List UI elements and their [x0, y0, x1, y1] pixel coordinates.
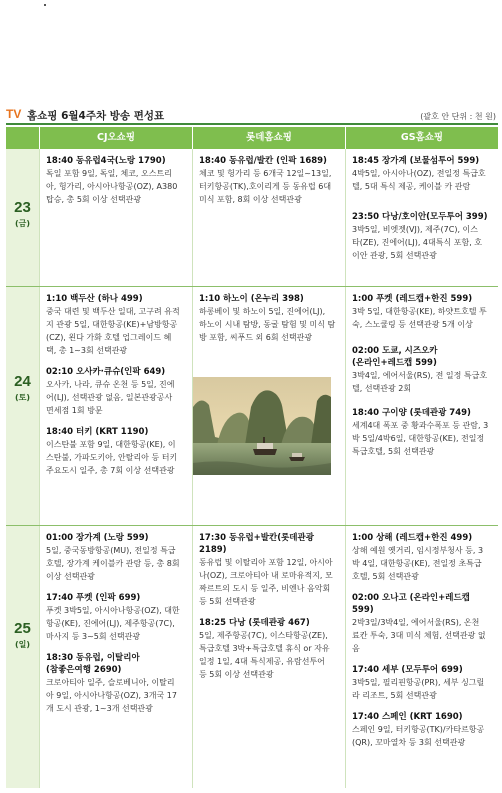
program-entry[interactable]: [46, 426, 188, 477]
program-detail: 숙, 스노쿨링 등 선택관광 5개 이상: [352, 320, 473, 329]
column-divider: [192, 526, 193, 788]
program-detail: 음: [352, 644, 360, 653]
program-detail: 료칸 투숙, 3대 미식 체험, 선택관광 없: [352, 631, 486, 640]
program-detail: 중국 대련 및 백두산 일대, 고구려 유적: [46, 307, 180, 316]
column-header-gs: GS홈쇼핑: [346, 127, 498, 149]
program-heading: 02:00 도쿄, 시즈오카: [352, 346, 438, 356]
program-entry[interactable]: [199, 155, 341, 206]
program-detail: 미식 포함, 8회 이상 선택관광: [199, 195, 302, 204]
program-detail: (CZ), 왼다 가화 호텔 업그레이드 혜: [46, 333, 172, 342]
program-entry[interactable]: [352, 211, 494, 262]
program-entry[interactable]: [199, 532, 341, 608]
program-entry[interactable]: [352, 592, 494, 655]
day-number: 24: [14, 373, 31, 390]
program-entry[interactable]: [352, 345, 494, 357]
program-detail: 3박5일, 필리핀항공(PR), 세부 싱그릴: [352, 678, 485, 687]
title-bar: [6, 107, 498, 123]
program-detail: 항공(KE), 진에어(LJ), 제주항공(7C),: [46, 619, 175, 628]
page-title: 홈쇼핑 6월4주차 방송 편성표: [27, 110, 165, 122]
program-detail: 텔, 선택관광 2회: [352, 384, 412, 393]
program-heading: 17:40 세부 (모두투어 699): [352, 665, 463, 675]
program-detail: 일정 1일, 4대 특식제공, 유람선투어: [199, 657, 325, 666]
tv-logo: TV: [6, 107, 22, 121]
program-detail: 4박5일, 아시아나(OZ), 전일정 특급호: [352, 169, 486, 178]
program-heading: 17:30 동유럽+발칸(롯데관광 2189): [199, 533, 314, 555]
program-detail: 이상 선택관광: [46, 572, 95, 581]
program-detail: 5일, 중국동방항공(MU), 전일정 특급: [46, 546, 176, 555]
unit-note: (괄호 안 단위 : 천 원): [420, 112, 496, 121]
program-detail: 동유럽 및 이탈리아 포함 12일, 아시아: [199, 558, 333, 567]
day-number: 25: [14, 620, 31, 637]
program-detail: 아 9일, 아시아나항공(OZ), 3개국 17: [46, 691, 177, 700]
program-entry[interactable]: [199, 293, 341, 344]
program-detail: 체코 및 헝가리 등 6개국 12일~13일,: [199, 169, 332, 178]
program-entry[interactable]: [46, 532, 188, 583]
program-heading: 18:25 다낭 (롯데관광 467): [199, 618, 310, 628]
program-heading: 18:40 구이양 (롯데관광 749): [352, 408, 471, 418]
program-heading: (참좋은여행 2690): [46, 665, 122, 675]
program-detail: 박 5일/4박6일, 대한항공(KE), 전일정: [352, 434, 485, 443]
program-entry[interactable]: [46, 366, 188, 417]
column-divider: [345, 149, 346, 286]
schedule-cell: [193, 149, 345, 286]
program-detail: 방 포함, 씨푸드 외 6회 선택관광: [199, 333, 313, 342]
column-divider: [192, 149, 193, 286]
schedule-cell: [346, 287, 498, 525]
program-detail: 주요도시 일주, 총 7회 이상 선택관광: [46, 466, 175, 475]
program-detail: 3박4일, 에어서울(RS), 전 일정 특급호: [352, 371, 488, 380]
program-entry[interactable]: [352, 664, 494, 702]
program-heading: 18:45 장가계 (보물섬투어 599): [352, 156, 480, 166]
program-entry[interactable]: [352, 532, 494, 583]
schedule-cell: [40, 526, 192, 788]
column-divider: [345, 287, 346, 525]
program-detail: 특급호텔 3박+특급호텔 휴식 or 자유: [199, 644, 330, 653]
program-heading: 1:10 하노이 (온누리 398): [199, 294, 304, 304]
program-heading: 02:00 오나고 (온라인+레드캡 599): [352, 593, 470, 615]
program-detail: 스페인 9일, 터키항공(TK)/카타르항공: [352, 725, 485, 734]
program-heading: 23:50 다낭/호이안(모두투어 399): [352, 212, 488, 222]
program-detail: 세계4대 폭포 중 황과수폭포 등 관람, 3: [352, 421, 489, 430]
column-divider: [345, 526, 346, 788]
program-detail: 호텔, 5회 선택관광: [352, 572, 419, 581]
program-heading: 17:40 스페인 (KRT 1690): [352, 712, 463, 722]
program-detail: 5일, 제주항공(7C), 이스타항공(ZE),: [199, 631, 328, 640]
header-blank: [6, 127, 39, 149]
program-entry[interactable]: [46, 155, 188, 206]
table-row: [6, 526, 498, 788]
program-entry[interactable]: [46, 592, 188, 643]
program-heading: 01:00 장가계 (노랑 599): [46, 533, 149, 543]
program-detail: 텔, 5대 특식 제공, 케이블 카 관람: [352, 182, 471, 191]
day-weekday: (금): [14, 219, 31, 228]
program-detail: 개 도시 관광, 1~3개 선택관광: [46, 704, 153, 713]
program-detail: 박 4일, 대한항공(KE), 전일정 초특급: [352, 559, 482, 568]
program-detail: (QR), 꼬마열차 등 3회 선택관광: [352, 738, 466, 747]
program-entry[interactable]: [199, 617, 341, 681]
program-detail: 택, 총 1~3회 선택관광: [46, 346, 128, 355]
program-detail: 특급호텔, 5회 선택관광: [352, 447, 435, 456]
schedule-cell: [40, 149, 192, 286]
program-heading: (온라인+레드캡 599): [352, 358, 437, 368]
program-heading: 1:10 백두산 (하나 499): [46, 294, 143, 304]
program-detail: 아, 헝가리, 아시아나항공(OZ), A380: [46, 182, 178, 191]
corner-dot: [44, 4, 46, 6]
schedule-cell: [346, 526, 498, 788]
day-cell: [6, 287, 39, 525]
program-detail: 하노이 시내 탐방, 동굴 탐험 및 미식 탐: [199, 320, 336, 329]
program-heading: 18:30 동유럽, 이탈리아: [46, 653, 140, 663]
day-number: 23: [14, 199, 31, 216]
program-detail: 3박 5일, 대한항공(KE), 하얏트호텔 투: [352, 307, 487, 316]
program-entry[interactable]: [352, 293, 494, 331]
program-detail: 등 5회 선택관광: [199, 597, 256, 606]
program-detail: 라 리조트, 5회 선택관광: [352, 691, 437, 700]
program-detail: 어(LJ), 선택관광 없음, 일본관광공사: [46, 393, 173, 402]
program-detail: 이스탄불 포함 9일, 대한항공(KE), 이: [46, 440, 176, 449]
day-weekday: (일): [14, 640, 31, 649]
schedule-cell: [40, 287, 192, 525]
column-header-lotte: 롯데홈쇼핑: [193, 127, 345, 149]
program-detail: 짜르트의 도시 등 일주, 비엔나 음악회: [199, 584, 331, 593]
day-weekday: (토): [14, 393, 31, 402]
program-detail: 상해 예원 옛거리, 임시정부청사 등, 3: [352, 546, 484, 555]
title-rule: [6, 123, 498, 125]
program-detail: 마사지 등 3~5회 선택관광: [46, 632, 141, 641]
program-detail: 면세점 1회 방문: [46, 406, 103, 415]
day-cell: [6, 149, 39, 286]
schedule-cell: [346, 149, 498, 286]
program-heading: 18:40 터키 (KRT 1190): [46, 427, 149, 437]
program-detail: 지 관광 5일, 대한항공(KE)+남방항공: [46, 320, 178, 329]
column-divider: [39, 526, 40, 788]
program-entry[interactable]: [352, 155, 494, 193]
table-row: [6, 149, 498, 286]
program-detail: 하롱베이 및 하노이 5일, 진에어(LJ),: [199, 307, 326, 316]
halong-bay-photo: [193, 377, 331, 475]
program-detail: 타(ZE), 진에어(LJ), 4대특식 포함, 호: [352, 238, 483, 247]
program-detail: 등 5회 이상 선택관광: [199, 670, 274, 679]
program-entry[interactable]: [46, 293, 188, 357]
program-entry[interactable]: [46, 652, 188, 664]
program-detail: 스탄불, 가파도키아, 안탈리아 등 터키: [46, 453, 178, 462]
program-entry[interactable]: [352, 407, 494, 458]
program-detail: 크로아티아 일주, 슬로베니아, 이탈리: [46, 678, 175, 687]
program-detail: 푸켓 3박5일, 아시아나항공(OZ), 대한: [46, 606, 180, 615]
program-detail: 오사카, 나라, 큐슈 온천 등 5일, 진에: [46, 380, 175, 389]
program-detail: 이안 관광, 5회 선택관광: [352, 251, 437, 260]
program-detail: 2박3일/3박4일, 에어서울(RS), 온천: [352, 618, 480, 627]
schedule-cell: [193, 526, 345, 788]
program-heading: 18:40 동유럽4국(노랑 1790): [46, 156, 166, 166]
program-heading: 1:00 상해 (레드캡+한진 499): [352, 533, 473, 543]
column-divider: [39, 287, 40, 525]
day-cell: [6, 526, 39, 788]
program-entry[interactable]: [46, 664, 188, 715]
program-detail: 호텔, 장가계 케이블카 관람 등, 총 8회: [46, 559, 180, 568]
column-divider: [39, 149, 40, 286]
program-heading: 1:00 푸켓 (레드캡+한진 599): [352, 294, 473, 304]
program-entry[interactable]: [352, 711, 494, 749]
halong-bay-illustration: [193, 377, 331, 475]
program-heading: 02:10 오사카·큐슈(인팍 649): [46, 367, 166, 377]
program-detail: 독일 포함 9일, 독일, 체코, 오스트리: [46, 169, 172, 178]
program-heading: 17:40 푸켓 (인팍 699): [46, 593, 141, 603]
program-entry[interactable]: [352, 357, 494, 395]
program-detail: 탑승, 총 5회 이상 선택관광: [46, 195, 142, 204]
program-detail: 나(OZ), 크로아티아 내 로마유적지, 모: [199, 571, 333, 580]
program-detail: 터키항공(TK),호이리게 등 동유럽 6대: [199, 182, 332, 191]
program-detail: 3박5일, 비엣젯(VJ), 제주(7C), 이스: [352, 225, 478, 234]
program-heading: 18:40 동유럽/발칸 (인팍 1689): [199, 156, 327, 166]
column-header-cj: CJ오쇼핑: [40, 127, 192, 149]
